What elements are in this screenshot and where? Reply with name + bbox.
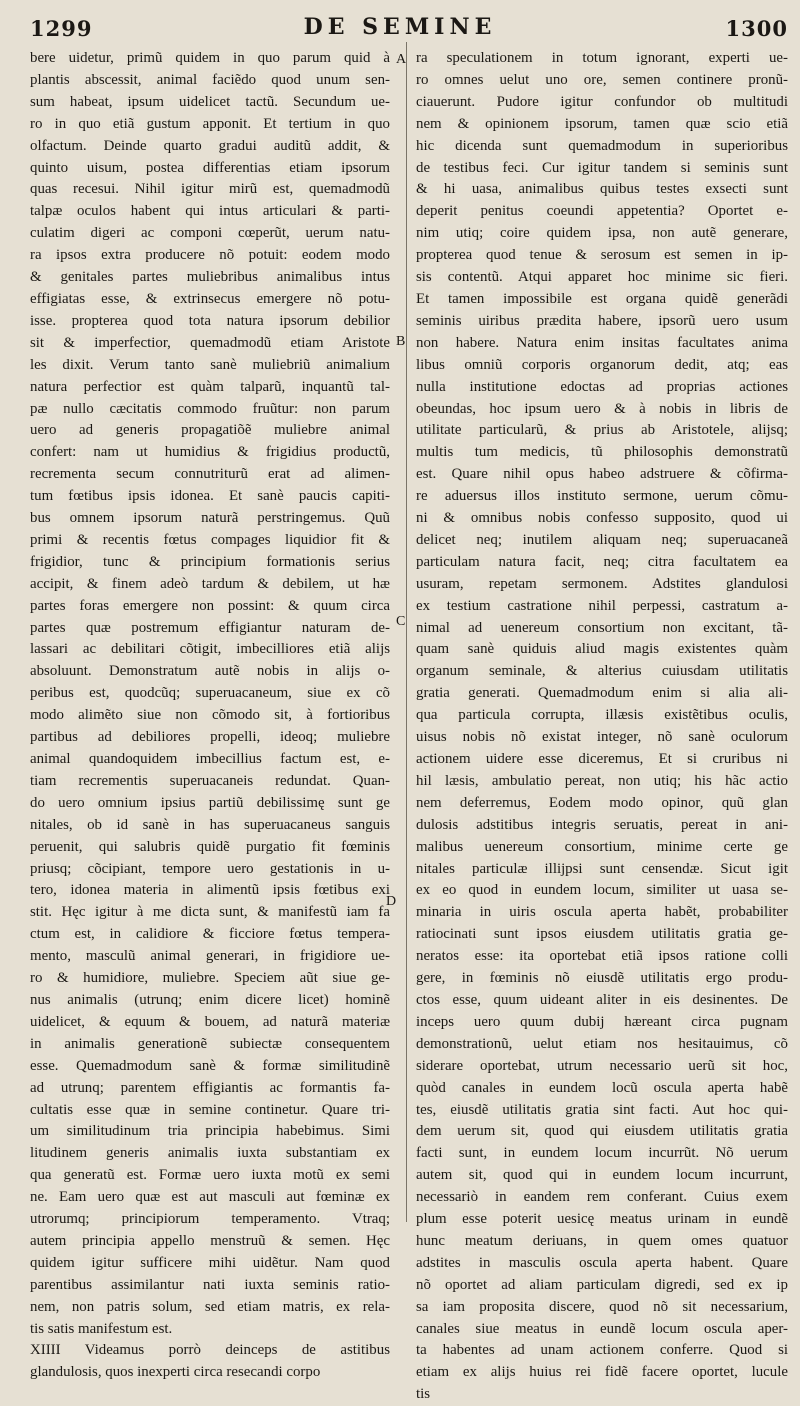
text-line: demonstrationũ, uelut etiam nos hesitauimus, cõ: [416, 1035, 788, 1052]
text-line: nem, non patris solum, sed etiam matris, ex rela-: [30, 1298, 390, 1315]
text-line: delicet neq; inutilem aliquam neq; superuacaneã: [416, 531, 788, 548]
text-line: quidem igitur sufficere mihi uidẽtur. Nam quod: [30, 1254, 390, 1271]
text-line: stit. Hęc igitur à me dicta sunt, & manifestũ iam fa: [30, 904, 390, 921]
text-line: malibus uenereum consortium, minime certe ge: [416, 838, 788, 855]
text-line: deperit penitus coeundi appetentia? Oportet e-: [416, 203, 788, 220]
text-line: organum seminale, & alterius cuiusdam utilitatis: [416, 663, 788, 680]
text-line: natura perfectior est quàm talparũ, inquantũ tal-: [30, 378, 390, 395]
page-header: [0, 0, 800, 46]
text-line: partes foras emergere non possint: & quum circa: [30, 597, 390, 614]
text-line: animal quandoquidem imbecillius factum est, e-: [30, 751, 390, 767]
text-line: ro omnes uelut uno ore, semen continere pronũ-: [416, 71, 788, 88]
text-line: peribus est, quodcũq; superuacaneum, siue ex cõ: [30, 685, 390, 702]
text-line: litudinem generis animalis iuxta substantiam ex: [30, 1145, 390, 1162]
text-line: neratos esse: ita oportebat etiã ipsos ratione colli: [416, 948, 788, 965]
text-line: in animalis generationẽ subiectæ consequentem: [30, 1035, 390, 1052]
text-line: utilitate particularũ, & prius ab Aristotele, alijsq;: [416, 422, 788, 439]
text-line: hic dicenda sunt quemadmodum in superioribus: [416, 137, 788, 154]
text-line: utrorumq; principiorum temperamento. Vtraq;: [30, 1211, 390, 1228]
text-line: sa iam proposita discere, quod nõ sit necessarium,: [416, 1298, 788, 1315]
column-divider: [406, 42, 407, 1222]
text-line: effigiatas esse, & extrinsecus emergere nõ potu-: [30, 290, 390, 307]
text-line: nus animalis (utrunq; enim dicere licet) hominẽ: [30, 991, 390, 1008]
text-line: qua particula corrupta, illæsis existẽtibus oculis,: [416, 707, 788, 724]
text-line: nimal ad uenereum consortium non excitant, tã-: [416, 619, 788, 636]
text-line: talpæ oculos habent qui intus articulari & parti-: [30, 203, 390, 220]
text-line: non habere. Natura enim insitas facultates anima: [416, 334, 788, 351]
text-line: Et tamen impossibile est organa quidẽ generãdi: [416, 290, 788, 307]
text-line: plum esse poterit uesicę meatus urinam in eundẽ: [416, 1211, 788, 1228]
text-line: uisus nobis nõ existat integer, nõ sanè oculorum: [416, 729, 788, 746]
text-line: lassari ac debilitari cõtigit, imbecilliores etiã alijs: [30, 641, 390, 658]
text-line: ratiocinati sunt ipsos eiusdem utilitatis gratia ge-: [416, 926, 788, 943]
text-line: est. Quare nihil opus habeo adstruere & cõfirma-: [416, 466, 788, 483]
text-line: bus omnem ipsorum naturã perstringemus. Quũ: [30, 510, 390, 527]
text-line: re aduersus illos instituto sermone, uerum cõmu-: [416, 488, 788, 505]
text-line: quòd canales in eundem locũ oscula aperta habẽ: [416, 1079, 788, 1096]
margin-letter-b: B: [396, 334, 406, 349]
text-line: tero, idonea materia in alimentũ ipsis fœtibus exi: [30, 882, 390, 899]
text-line: & genitales partes muliebribus animalibus intus: [30, 269, 390, 286]
text-line: plantis abscessit, animal faciẽdo quod unum sen-: [30, 71, 390, 88]
text-line: inceps uero quum dubĳ hæreant circa pugnam: [416, 1013, 788, 1030]
text-line: ad utrunq; parentem effigiantis ac formantis fa-: [30, 1079, 390, 1096]
text-line: hil læsis, ambulatio pereat, non utiq; his hãc actio: [416, 772, 788, 789]
text-line: nitales particulæ illĳpsi sunt censendæ. Sicut igit: [416, 860, 788, 877]
text-line: um similitudinum tria principia habebimus. Simi: [30, 1123, 390, 1140]
text-line: sis contentũ. Atqui apparet hoc minime sic fieri.: [416, 269, 788, 286]
text-line: culatim digeri ac componi cœperũt, uerum natu-: [30, 225, 390, 242]
text-line: ctum est, in calidiore & ficciore fœtus tempera-: [30, 926, 390, 943]
text-line: propterea quod tenue & serosum est semen in ip-: [416, 247, 788, 264]
text-line: mento, masculũ animal generari, in frigidiore ue-: [30, 948, 390, 965]
text-line: tum fœtibus ipsis idonea. Et sanè paucis capiti-: [30, 488, 390, 505]
text-line: sit & imperfectior, quemadmodũ etiam Aristote: [30, 334, 390, 351]
text-line: libus omniũ corporis organorum dedit, atq; eas: [416, 356, 788, 373]
text-line: glandulosis, quos inexperti circa resecandi corpo: [30, 1364, 321, 1381]
text-line: de testibus feci. Cur igitur tandem si seminis sunt: [416, 159, 788, 176]
text-line: isse. propterea quod tota natura ipsorum debilior: [30, 312, 390, 329]
text-line: uero ad generis propagatiõẽ muliebre animal: [30, 422, 390, 439]
margin-letter-c: C: [396, 614, 406, 629]
text-line: tes, eiusdẽ utilitatis gratia sint facti. Aut hoc qui-: [416, 1101, 788, 1118]
text-line: ciauerunt. Pudore igitur confundor ob multitudi: [416, 93, 788, 110]
text-line: siderare oportebat, utrum necessario uerũ sit hoc,: [416, 1057, 788, 1074]
text-line: canales siue meatus in eundẽ locum oscula aper-: [416, 1320, 788, 1337]
text-line: les dixit. Verum tanto sanè muliebriũ animalium: [30, 356, 390, 373]
text-line: facti sunt, in eundem locum incurrũt. Nõ uerum: [416, 1145, 788, 1162]
text-line: nõ oportet ad aliam particulam digredi, sed ex ip: [416, 1276, 788, 1293]
text-line: nitales, ob id sanè in has superuacaneus sanguis: [30, 816, 390, 833]
text-line: & hi uasa, animalibus quibus testes exsecti sunt: [416, 181, 788, 198]
text-line: ctos esse, quum uideant aliter in eis desinentes. De: [416, 991, 788, 1008]
text-line: gere, in fœminis nõ eiusdẽ utilitatis ergo produ-: [416, 970, 788, 987]
text-line: olfactum. Deinde quarto gradui auditũ addit, &: [30, 137, 390, 154]
margin-letter-d: D: [386, 894, 397, 909]
text-line: seminis uiribus prædita habere, ipsorũ uero usum: [416, 312, 788, 329]
left-text-column: [30, 48, 390, 1384]
text-line: partibus ad debiliores propelli, ideoq; muliebre: [30, 729, 390, 746]
page-number-right: 1300: [725, 16, 788, 41]
text-line: sum habeat, ipsum uidelicet tactũ. Secundum ue-: [30, 93, 390, 110]
text-line: dem uerum sit, quod qui eiusdem utilitatis gratia: [416, 1123, 788, 1140]
text-line: esse. Quemadmodum sanè & formæ similitudinẽ: [30, 1057, 390, 1074]
margin-letter-a: A: [396, 52, 407, 67]
text-line: actionem uidere esse diceremus, Et si cruribus ni: [416, 751, 788, 767]
text-line: particulam natura facit, neq; citra facultatem ea: [416, 553, 788, 570]
text-line: recrementa secum connutriturũ erat ad alimen-: [30, 466, 390, 483]
text-line: ra ipsos extra producere nõ potuit: eodem modo: [30, 247, 390, 264]
text-line: usuram, repetam sermonem. Adstites glandulosi: [416, 575, 788, 592]
text-line: autem sit, quod qui in eundem locum incurrunt,: [416, 1167, 788, 1184]
text-line: XIIII Videamus porrò deinceps de astitibus: [30, 1342, 390, 1359]
text-line: qua generatũ est. Formæ uero iuxta motũ ex semi: [30, 1167, 390, 1184]
text-line: ro & humidiore, muliebre. Speciem aũt siue ge-: [30, 970, 390, 987]
text-line: do uero omnium ipsius partiũ debilissimę sunt ge: [30, 794, 390, 811]
text-line: confert: nam ut humidius & frigidius productũ,: [30, 444, 390, 461]
text-line: nem deferremus, Eodem modo opinor, quũ glan: [416, 794, 788, 811]
text-line: minaria in uiris oscula aperta habẽt, probabiliter: [416, 904, 788, 921]
text-line: frigidior, tunc & principium formationis serius: [30, 553, 390, 570]
text-line: hunc meatum deriuans, in quem omes quatuor: [416, 1232, 788, 1249]
text-line: absoluunt. Demonstratum autẽ nobis in alijs o-: [30, 663, 390, 680]
text-line: nem & opinionem ipsorum, tamen quæ scio etiã: [416, 115, 788, 132]
right-text-column: [416, 48, 788, 1406]
text-line: cultatis esse quæ in semine continetur. Quare tri-: [30, 1101, 390, 1118]
text-line: ne. Eam uero quæ est aut masculi aut fœminæ ex: [30, 1189, 390, 1206]
text-line: priusq; cõcipiant, tempore uero gestationis in u-: [30, 860, 390, 877]
text-line: quam sanè quiduis aliud magis existentes quàm: [416, 641, 788, 658]
text-line: ex testium castratione nihil perpessi, castratum a-: [416, 597, 788, 614]
text-line: ra speculationem in totum ignorant, experti ue-: [416, 50, 788, 66]
text-line: partes quæ postremum effigiantur naturam de-: [30, 619, 390, 636]
text-line: ta habentes ad unam actionem conferre. Quod si: [416, 1342, 788, 1359]
text-line: peruenit, qui salubris quidẽ purgatio fit fœminis: [30, 838, 390, 855]
text-line: etiam ex alijs huius rei fidẽ facere oportet, lucule: [416, 1364, 788, 1381]
text-line: ro in quo etiã gustum apponit. Et tertium in quo: [30, 115, 390, 132]
text-line: tiam recrementis superuacaneis redundat. Quan-: [30, 772, 390, 789]
text-line: ex eo quod in eundem locum, similiter ut uasa se-: [416, 882, 788, 899]
text-line: nim utiq; coire quidem ipsa, non autẽ generare,: [416, 225, 788, 242]
text-line: autem principia appello menstruũ & semen. Hęc: [30, 1232, 390, 1249]
text-line: modo alimẽto siue non cõmodo sit, à fortioribus: [30, 707, 390, 724]
text-line: tis: [416, 1386, 431, 1403]
text-line: quinto uisum, postea differentias etiam ipsorum: [30, 159, 390, 176]
text-line: accipit, & finem adeò tardum & debilem, ut hæ: [30, 575, 390, 592]
text-line: nulla institutione edoctas ad proprias actiones: [416, 378, 788, 395]
text-line: multis tum medicis, tũ philosophis demonstratũ: [416, 444, 788, 461]
text-line: tis satis manifestum est.: [30, 1320, 173, 1337]
text-line: ni & omnibus nobis confesso supposito, quod ui: [416, 510, 788, 527]
page-number-left: 1299: [30, 16, 93, 41]
text-line: quas recesui. Nihil igitur mirũ est, quemadmodũ: [30, 181, 390, 198]
running-title: DE SEMINE: [303, 14, 497, 40]
text-line: pæ nullo cæcitatis commodo fruũtur: non parum: [30, 400, 390, 417]
text-line: primi & recentis fœtus compages liquidior fit &: [30, 531, 390, 548]
text-line: adstites in masculis oscula aperta habent. Quare: [416, 1254, 788, 1271]
text-line: bere uidetur, primũ quidem in quo parum quid à: [30, 50, 390, 66]
text-line: obeundas, hoc ipsum uero & à nobis in libris de: [416, 400, 788, 417]
text-line: uidelicet, & equum & bouem, ad naturã materiæ: [30, 1013, 390, 1030]
text-line: parentibus assimilantur nati iuxta seminis ratio-: [30, 1276, 390, 1293]
text-line: gratia generati. Quemadmodum enim si alia ali-: [416, 685, 788, 702]
text-line: necessariò in eandem rem conferant. Cuius exem: [416, 1189, 788, 1206]
text-line: dulosis adstitibus integris seruatis, pereat in ani-: [416, 816, 788, 833]
